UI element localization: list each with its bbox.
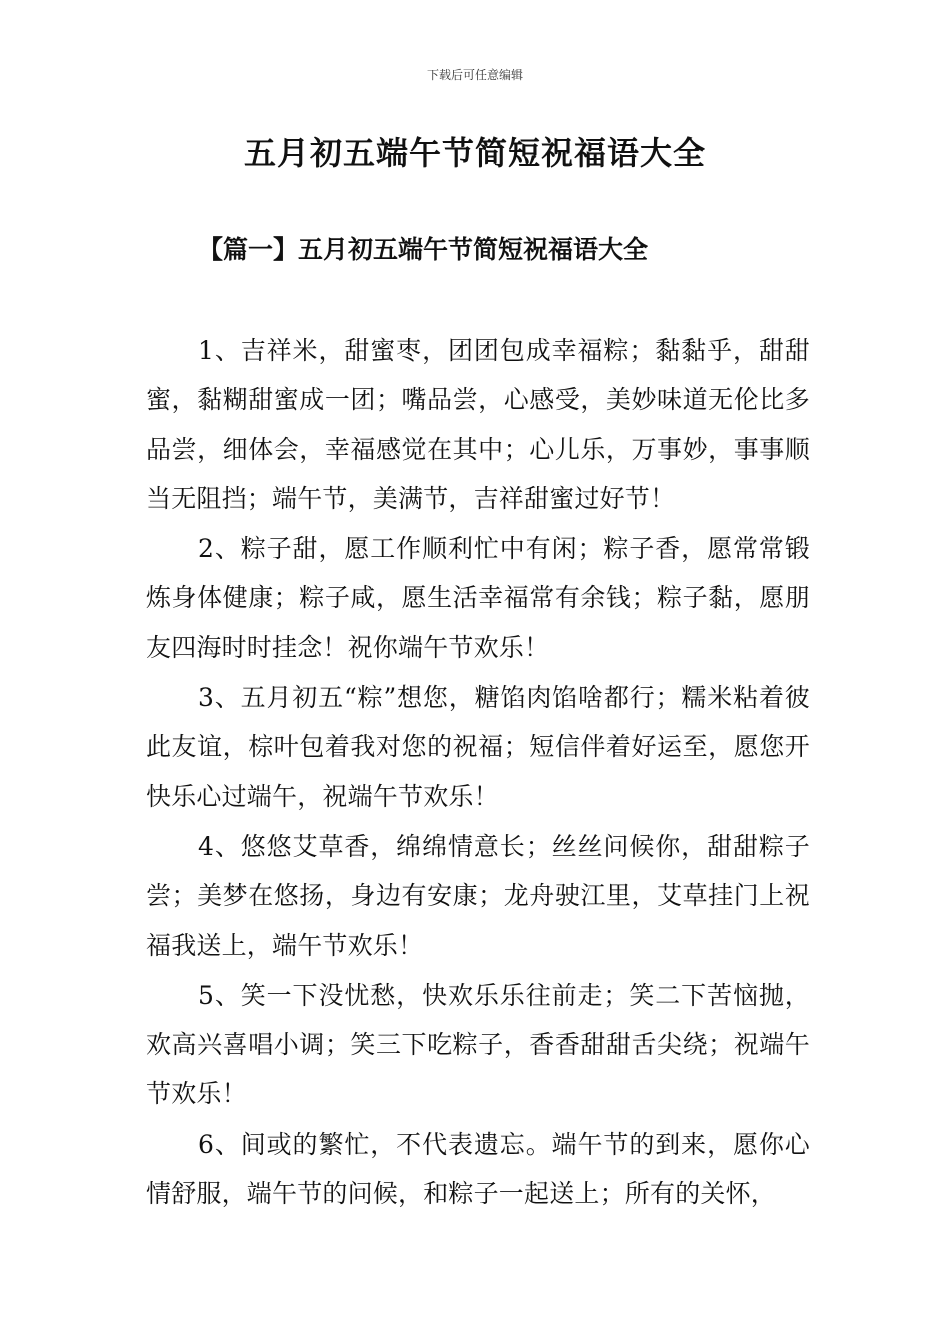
header-note: 下载后可任意编辑 xyxy=(426,68,523,82)
paragraph-4: 4、悠悠艾草香，绵绵情意长；丝丝问候你，甜甜粽子尝；美梦在悠扬，身边有安康；龙舟驶江里，艾草挂门上祝福我送上，端午节欢乐！ xyxy=(146,831,810,960)
section-heading: 【篇一】五月初五端午节简短祝福语大全 xyxy=(198,235,649,264)
body-content xyxy=(146,326,810,1219)
paragraph-2: 2、粽子甜，愿工作顺利忙中有闲；粽子香，愿常常锻炼身体健康；粽子咸，愿生活幸福常有余钱；粽子黏，愿朋友四海时时挂念！祝你端午节欢乐！ xyxy=(146,534,810,662)
paragraph-3: 3、五月初五“粽”想您，糖馅肉馅啥都行；糯米粘着彼此友谊，棕叶包着我对您的祝福；短信伴着好运至，愿您开快乐心过端午，祝端午节欢乐！ xyxy=(146,683,810,811)
page-title: 五月初五端午节简短祝福语大全 xyxy=(243,134,706,172)
paragraph-1: 1、吉祥米，甜蜜枣，团团包成幸福粽；黏黏乎，甜甜蜜，黏糊甜蜜成一团；嘴品尝，心感受，美妙味道无伦比多品尝，细体会，幸福感觉在其中；心儿乐，万事妙，事事顺当无阻挡；端午节，美满节，吉祥甜蜜过好节！ xyxy=(146,336,810,513)
paragraph-6: 6、间或的繁忙，不代表遗忘。端午节的到来，愿你心情舒服，端午节的问候，和粽子一起送上；所有的关怀， xyxy=(146,1129,810,1209)
paragraph-5: 5、笑一下没忧愁，快欢乐乐往前走；笑二下苦恼抛，欢高兴喜唱小调；笑三下吃粽子，香香甜甜舌尖绕；祝端午节欢乐！ xyxy=(146,980,810,1109)
